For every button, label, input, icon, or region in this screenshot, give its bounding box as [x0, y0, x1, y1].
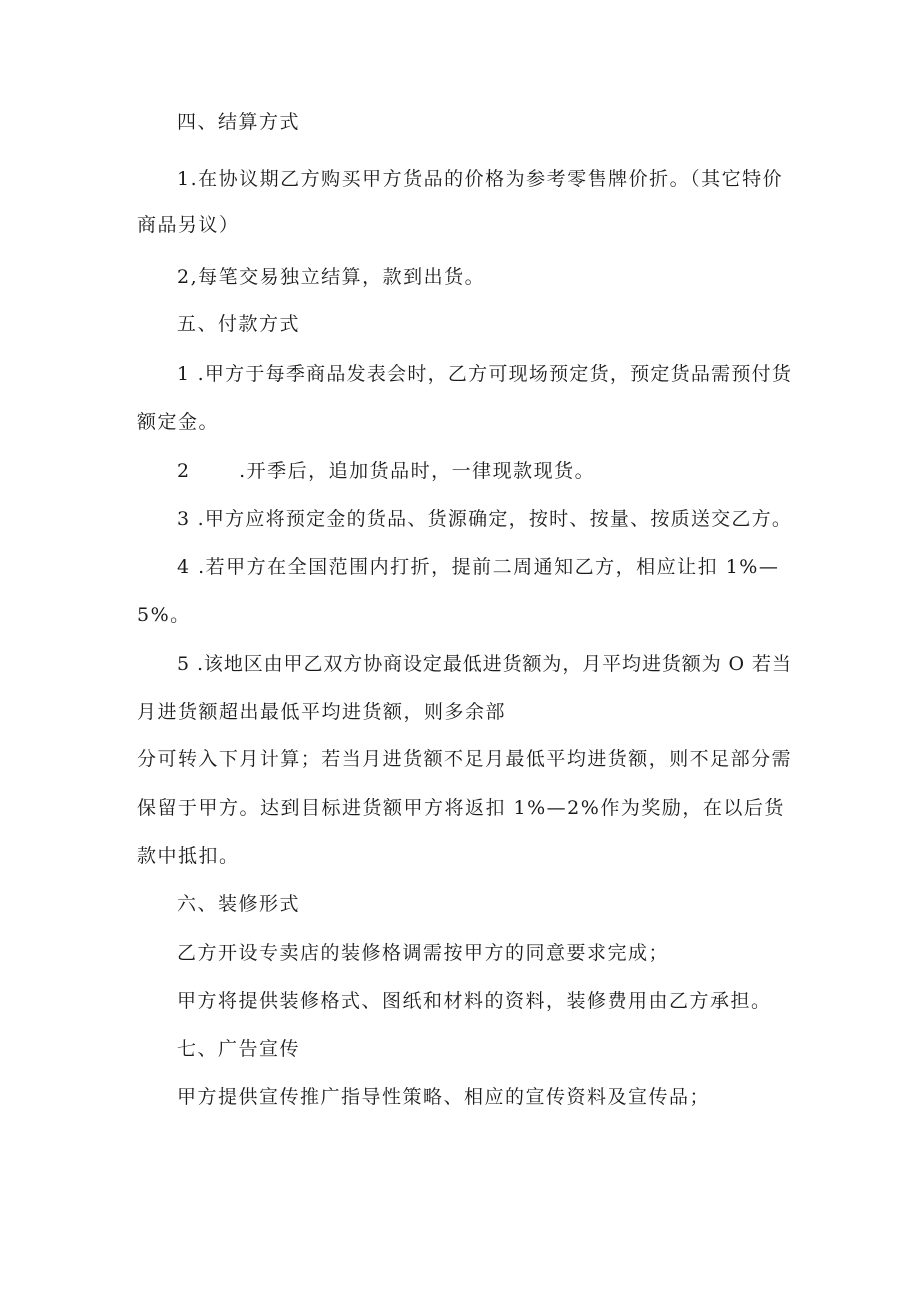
section-5-heading: 五、付款方式 — [177, 313, 301, 335]
section-6-heading: 六、装修形式 — [177, 893, 301, 915]
section-4-item-2: 2,每笔交易独立结算，款到出货。 — [177, 266, 486, 288]
section-4-heading: 四、结算方式 — [177, 111, 301, 133]
section-5-item-4-line-2: 5%。 — [137, 604, 191, 626]
section-6-para-1: 乙方开设专卖店的装修格调需按甲方的同意要求完成； — [177, 942, 670, 964]
section-7-para-1: 甲方提供宣传推广指导性策略、相应的宣传资料及宣传品； — [177, 1086, 711, 1108]
section-4-item-1-line-2: 商品另议） — [137, 214, 240, 236]
section-5-item-5-line-1: 5 .该地区由甲乙双方协商设定最低进货额为，月平均进货额为 O 若当 — [177, 653, 792, 675]
section-5-item-1-line-1: 1 .甲方于每季商品发表会时，乙方可现场预定货，预定货品需预付货 — [177, 363, 793, 385]
section-5-item-3: 3 .甲方应将预定金的货品、货源确定，按时、按量、按质送交乙方。 — [177, 508, 793, 530]
section-4-item-1-line-1: 1.在协议期乙方购买甲方货品的价格为参考零售牌价折。（其它特价 — [177, 168, 784, 190]
section-5-item-1-line-2: 额定金。 — [137, 411, 220, 433]
section-5-item-4-line-1: 4 .若甲方在全国范围内打折，提前二周通知乙方，相应让扣 1%— — [177, 556, 780, 578]
section-6-para-2: 甲方将提供装修格式、图纸和材料的资料，装修费用由乙方承担。 — [177, 990, 772, 1012]
section-5-item-2: 2 .开季后，追加货品时，一律现款现货。 — [177, 460, 596, 482]
section-5-item-5-line-3: 分可转入下月计算；若当月进货额不足月最低平均进货额，则不足部分需 — [137, 748, 793, 770]
section-7-heading: 七、广告宣传 — [177, 1038, 301, 1060]
section-5-item-5-line-2: 月进货额超出最低平均进货额，则多余部 — [137, 701, 507, 723]
section-5-item-5-line-4: 保留于甲方。达到目标进货额甲方将返扣 1%—2%作为奖励，在以后货 — [137, 797, 785, 819]
section-5-item-5-line-5: 款中抵扣。 — [137, 845, 240, 867]
